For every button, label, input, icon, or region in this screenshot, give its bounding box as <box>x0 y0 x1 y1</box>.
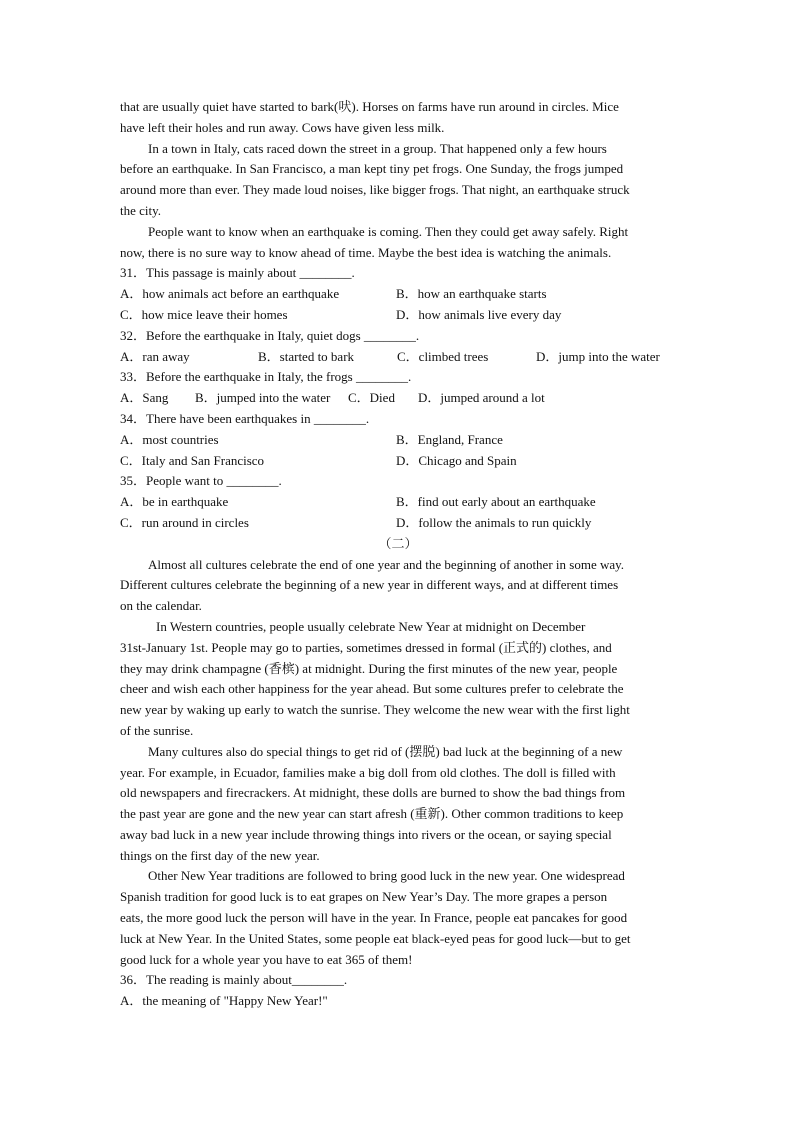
passage-line: 31st-January 1st. People may go to parties, sometimes dressed in formal (正式的) clothes, and <box>120 639 612 655</box>
passage-line: the city. <box>120 202 162 218</box>
passage-line: eats, the more good luck the person will have in the year. In France, people eat pancakes for good <box>120 910 628 926</box>
options-row <box>120 451 676 472</box>
passage-line: Spanish tradition for good luck is to eat grapes on New Year’s Day. The more grapes a person <box>120 889 608 905</box>
passage-line: year. For example, in Ecuador, families make a big doll from old clothes. The doll is filled with <box>120 764 616 780</box>
option-b[interactable]: B．England, France <box>396 431 503 447</box>
section-heading: （二） <box>378 535 418 551</box>
passage-line: Many cultures also do special things to get rid of (摆脱) bad luck at the beginning of a new <box>148 743 623 759</box>
option-a[interactable]: A．ran away <box>120 348 190 364</box>
options-row <box>120 430 676 451</box>
option-d[interactable]: D．jumped around a lot <box>418 390 545 406</box>
question-stem-34: 34．There have been earthquakes in ________. <box>120 410 370 426</box>
passage-line: around more than ever. They made loud noises, like bigger frogs. That night, an earthquake struck <box>120 182 630 198</box>
passage-line: Different cultures celebrate the beginning of a new year in different ways, and at different times <box>120 577 619 593</box>
passage-line: of the sunrise. <box>120 722 194 738</box>
option-c[interactable]: C．climbed trees <box>397 348 489 364</box>
option-c[interactable]: C．how mice leave their homes <box>120 306 288 322</box>
option-b[interactable]: B．started to bark <box>258 348 355 364</box>
question-stem-32: 32．Before the earthquake in Italy, quiet dogs ________. <box>120 327 420 343</box>
option-c[interactable]: C．Died <box>348 390 395 406</box>
passage-line: the past year are gone and the new year can start afresh (重新). Other common traditions to keep <box>120 806 624 822</box>
option-b[interactable]: B．how an earthquake starts <box>396 286 547 302</box>
option-a[interactable]: A．be in earthquake <box>120 494 229 510</box>
options-row <box>120 347 676 368</box>
option-c[interactable]: C．run around in circles <box>120 514 249 530</box>
option-b[interactable]: B．jumped into the water <box>195 390 331 406</box>
passage-line: old newspapers and firecrackers. At midnight, these dolls are burned to show the bad things from <box>120 785 626 801</box>
exam-page <box>120 97 676 1012</box>
passage-line: they may drink champagne (香槟) at midnight. During the first minutes of the new year, people <box>120 660 618 676</box>
passage-line: cheer and wish each other happiness for the year ahead. But some cultures prefer to celebrate the <box>120 681 624 697</box>
options-row <box>120 388 676 409</box>
passage-line: before an earthquake. In San Francisco, a man kept tiny pet frogs. One Sunday, the frogs jumped <box>120 161 624 177</box>
option-a[interactable]: A．most countries <box>120 431 219 447</box>
option-d[interactable]: D．jump into the water <box>536 348 660 364</box>
passage-line: In Western countries, people usually celebrate New Year at midnight on December <box>156 618 586 634</box>
question-stem-35: 35．People want to ________. <box>120 473 282 489</box>
passage-line: Almost all cultures celebrate the end of one year and the beginning of another in some way. <box>148 556 625 572</box>
option-b[interactable]: B．find out early about an earthquake <box>396 494 596 510</box>
option-d[interactable]: D．how animals live every day <box>396 306 562 322</box>
option-c[interactable]: C．Italy and San Francisco <box>120 452 265 468</box>
option-a[interactable]: A．Sang <box>120 390 169 406</box>
passage-line: things on the first day of the new year. <box>120 847 320 863</box>
passage-line: good luck for a whole year you have to eat 365 of them! <box>120 951 413 967</box>
question-stem-36: 36．The reading is mainly about________. <box>120 972 348 988</box>
passage-line: new year by waking up early to watch the sunrise. They welcome the new wear with the first light <box>120 702 630 718</box>
question-36 <box>120 970 676 1012</box>
options-row <box>120 492 676 513</box>
passage-line: on the calendar. <box>120 598 202 614</box>
options-row <box>120 305 676 326</box>
passage-line: away bad luck in a new year include throwing things into rivers or the ocean, or saying special <box>120 826 612 842</box>
passage-line: have left their holes and run away. Cows have given less milk. <box>120 119 445 135</box>
option-d[interactable]: D．Chicago and Spain <box>396 452 517 468</box>
passage-2 <box>120 555 676 971</box>
question-stem-31: 31．This passage is mainly about ________. <box>120 265 355 281</box>
options-row <box>120 513 676 534</box>
option-a[interactable]: A．the meaning of "Happy New Year!" <box>120 993 328 1009</box>
passage-line: now, there is no sure way to know ahead of time. Maybe the best idea is watching the animals. <box>120 244 612 260</box>
questions-31-35 <box>120 263 676 533</box>
passage-1 <box>120 97 676 263</box>
passage-line: luck at New Year. In the United States, some people eat black-eyed peas for good luck—but to get <box>120 930 631 946</box>
passage-line: that are usually quiet have started to bark(吠). Horses on farms have run around in circles. Mice <box>120 99 619 114</box>
passage-line: Other New Year traditions are followed to bring good luck in the new year. One widespread <box>148 868 625 884</box>
option-d[interactable]: D．follow the animals to run quickly <box>396 514 592 530</box>
question-stem-33: 33．Before the earthquake in Italy, the frogs ________. <box>120 369 412 385</box>
option-a[interactable]: A．how animals act before an earthquake <box>120 286 340 302</box>
passage-line: People want to know when an earthquake is coming. Then they could get away safely. Right <box>148 223 629 239</box>
options-row <box>120 284 676 305</box>
passage-line: In a town in Italy, cats raced down the street in a group. That happened only a few hours <box>148 140 607 156</box>
